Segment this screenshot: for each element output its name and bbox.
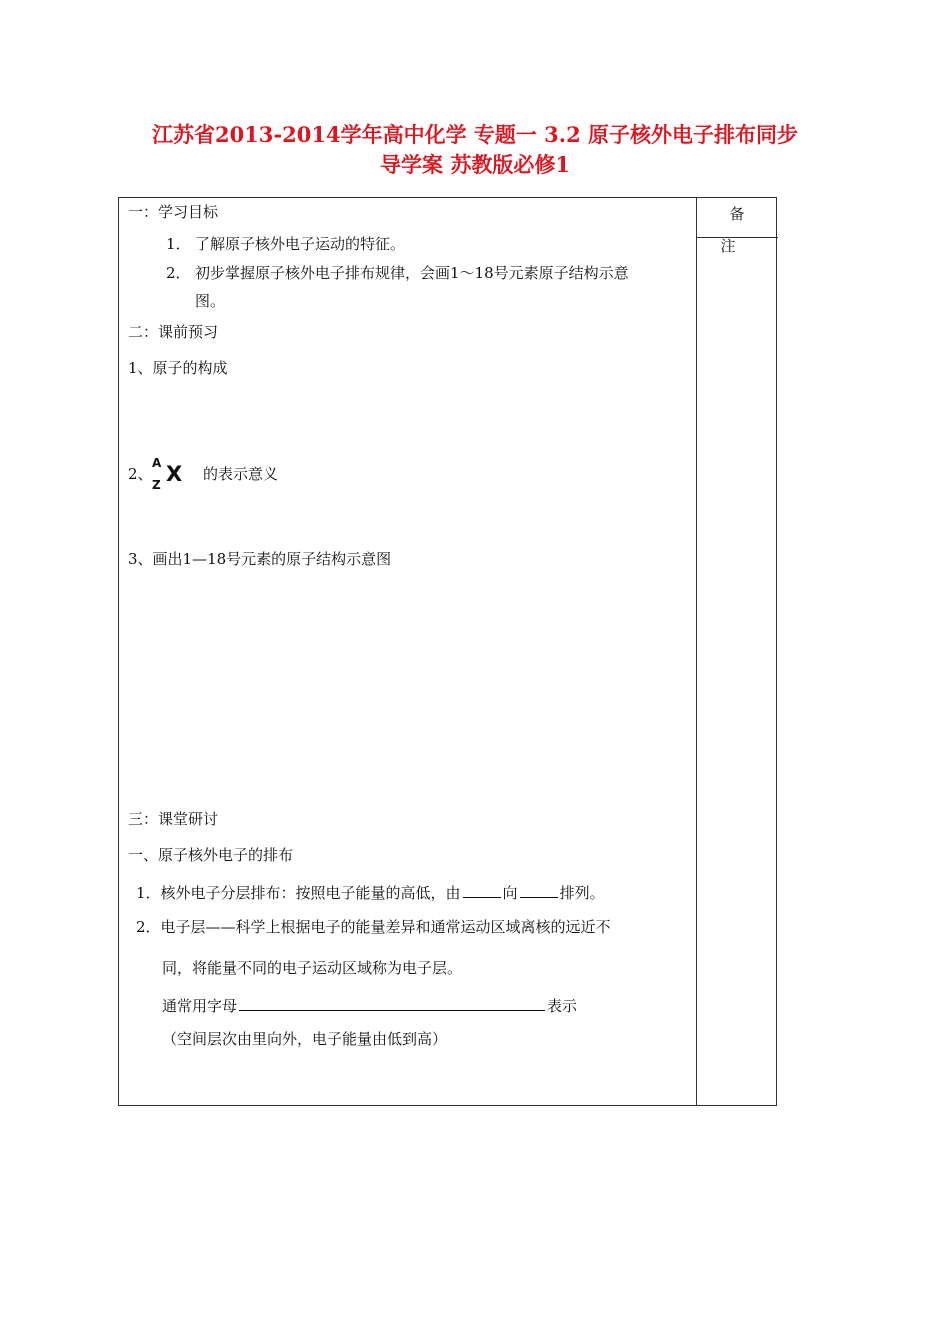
discussion-point-2-line-1: 2．电子层——科学上根据电子的能量差异和通常运动区域离核的远近不	[136, 918, 611, 936]
preview-item-3: 3、画出1—18号元素的原子结构示意图	[128, 550, 392, 568]
point-1-text-c: 排列。	[559, 884, 605, 902]
point-1-text-a: 1．核外电子分层排布：按照电子能量的高低，由	[136, 884, 461, 902]
discussion-point-2-line-2: 同，将能量不同的电子运动区域称为电子层。	[162, 959, 463, 977]
title-line-1: 江苏省2013-2014学年高中化学 专题一 3.2 原子核外电子排布同步	[151, 122, 799, 147]
section-heading-objectives: 一：学习目标	[128, 203, 219, 221]
nuclide-notation	[150, 456, 190, 496]
goal-2-number: 2．	[166, 264, 191, 282]
element-symbol: X	[166, 462, 183, 486]
point-3-text-b: 表示	[547, 997, 578, 1015]
section-heading-preview: 二：课前预习	[128, 323, 219, 341]
preview-item-2-prefix: 2、	[128, 465, 153, 483]
mass-number: A	[152, 456, 162, 470]
discussion-point-1	[136, 881, 605, 903]
preview-item-1: 1、原子的构成	[128, 359, 228, 377]
goal-2-continuation: 图。	[195, 292, 226, 310]
atomic-number: Z	[152, 478, 161, 492]
fill-blank-to[interactable]	[520, 881, 558, 898]
title-line-2: 导学案 苏教版必修1	[380, 152, 570, 177]
preview-item-2-text: 的表示意义	[203, 465, 279, 483]
goal-1-number: 1．	[166, 235, 191, 253]
point-3-text-a: 通常用字母	[162, 997, 238, 1015]
fill-blank-from[interactable]	[463, 881, 501, 898]
discussion-note: （空间层次由里向外，电子能量由低到高）	[162, 1030, 448, 1048]
point-1-text-b: 向	[502, 884, 518, 902]
discussion-subheading: 一、原子核外电子的排布	[128, 846, 294, 864]
goal-2-text: 初步掌握原子核外电子排布规律，会画1～18号元素原子结构示意	[195, 264, 629, 282]
document-title	[0, 120, 950, 180]
notes-column-header: 备注	[720, 205, 763, 255]
goal-1-text: 了解原子核外电子运动的特征。	[195, 235, 406, 253]
discussion-point-3	[162, 994, 577, 1016]
fill-blank-letters[interactable]	[239, 994, 545, 1011]
column-divider	[696, 198, 697, 1105]
section-heading-discussion: 三：课堂研讨	[128, 810, 219, 828]
